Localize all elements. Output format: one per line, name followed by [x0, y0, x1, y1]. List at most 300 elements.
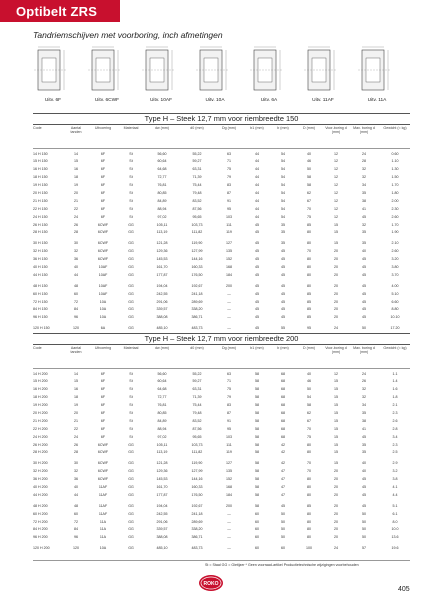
cell-material: GG — [128, 519, 134, 524]
cell-weight: 3.8 — [392, 477, 398, 482]
cell-dw: 56,60 — [157, 151, 167, 156]
table-row — [33, 483, 410, 491]
cell-max-bore: 34 — [362, 183, 366, 188]
cell-version: 11AF — [98, 511, 108, 516]
cell-max-bore: 28 — [362, 159, 366, 164]
cell-teeth: 96 — [74, 315, 78, 320]
cell-b1: 45 — [255, 299, 259, 304]
cell-b1: 60 — [255, 519, 259, 524]
cell-max-bore: 41 — [362, 426, 366, 431]
cell-b1: 58 — [255, 469, 259, 474]
cell-dw: 161,70 — [156, 264, 168, 269]
cell-weight: 3.70 — [391, 272, 399, 277]
cell-pilot-bore: 15 — [334, 379, 338, 384]
cell-code: 30 H 150 — [33, 241, 48, 246]
cell-dg: 83 — [227, 403, 231, 408]
table-row — [33, 386, 410, 394]
cell-b1: 58 — [255, 484, 259, 489]
cell-d0: 75,44 — [192, 403, 202, 408]
cell-max-bore: 24 — [362, 151, 366, 156]
cell-material: GG — [128, 315, 134, 320]
cell-dg: 152 — [226, 477, 232, 482]
cell-pilot-bore: 15 — [334, 410, 338, 415]
cell-weight: 2.60 — [391, 214, 399, 219]
cell-b1: 58 — [255, 418, 259, 423]
cell-version: 10AF — [98, 283, 108, 288]
header-code: Code — [33, 346, 42, 350]
cell-dw: 194,04 — [156, 503, 168, 508]
cell-dw: 88,94 — [157, 206, 167, 211]
cell-version: 6CWF — [97, 241, 109, 246]
cell-dg: — — [227, 519, 231, 524]
cell-dw: 72,77 — [157, 395, 167, 400]
cell-code: 32 H 150 — [33, 249, 48, 254]
cell-b1: 44 — [255, 206, 259, 211]
cell-D: 80 — [307, 264, 311, 269]
cell-b: 45 — [281, 299, 285, 304]
cell-teeth: 16 — [74, 387, 78, 392]
cell-version: 6F — [100, 183, 106, 188]
cell-dw: 388,08 — [156, 315, 168, 320]
brand-title: Optibelt ZRS — [16, 4, 98, 19]
cell-pilot-bore: 20 — [334, 283, 338, 288]
cell-d0: 63,31 — [192, 387, 202, 392]
table-row — [33, 189, 410, 197]
cell-teeth: 21 — [74, 198, 78, 203]
cell-teeth: 15 — [74, 379, 78, 384]
cell-max-bore: 34 — [362, 403, 366, 408]
cell-code: 24 H 200 — [33, 434, 48, 439]
cell-version: 10AF — [98, 264, 108, 269]
header-D: D (mm) — [303, 346, 315, 350]
cell-teeth: 60 — [74, 511, 78, 516]
header-teeth: Aantal tanden — [70, 126, 82, 135]
header-pilot-bore: Voor-boring d (mm) — [325, 126, 347, 135]
cell-D: 80 — [307, 527, 311, 532]
cell-pilot-bore: 15 — [334, 222, 338, 227]
cell-b1: 44 — [255, 175, 259, 180]
cell-dg: — — [227, 511, 231, 516]
cell-material: St — [129, 387, 133, 392]
cell-material: GG — [128, 241, 134, 246]
drawing-caption: Uitv. 11A — [367, 98, 387, 103]
cell-b: 50 — [281, 511, 285, 516]
cell-weight: 2.9 — [392, 461, 398, 466]
cell-D: 46 — [307, 159, 311, 164]
cell-pilot-bore: 20 — [334, 291, 338, 296]
cell-code: 28 H 150 — [33, 230, 48, 235]
cell-material: GG — [128, 527, 134, 532]
cell-code: 19 H 150 — [33, 183, 48, 188]
cell-pilot-bore: 20 — [334, 535, 338, 540]
cell-teeth: 44 — [74, 492, 78, 497]
cell-d0: 338,20 — [191, 527, 203, 532]
cell-d0: 83,52 — [192, 198, 202, 203]
cell-dg: 95 — [227, 206, 231, 211]
cell-material: GG — [128, 461, 134, 466]
cell-material: St — [129, 403, 133, 408]
cell-teeth: 18 — [74, 175, 78, 180]
cell-pilot-bore: 20 — [334, 484, 338, 489]
cell-material: St — [129, 395, 133, 400]
cell-d0: 55,22 — [192, 371, 202, 376]
cell-pilot-bore: 12 — [334, 167, 338, 172]
cell-teeth: 20 — [74, 190, 78, 195]
footnote: St = Staal GG = Gietijzer * Geen voorraad-artikel Productietechnische wijzigingen voorbehouden — [205, 563, 359, 567]
cell-weight: 10.10 — [390, 315, 400, 320]
cell-code: 26 H 150 — [33, 222, 48, 227]
cell-dg: 119 — [226, 230, 232, 235]
table-row — [33, 158, 410, 166]
cell-teeth: 120 — [73, 326, 79, 331]
cell-version: 6F — [100, 198, 106, 203]
cell-b1: 44 — [255, 198, 259, 203]
cell-d0: 127,99 — [191, 469, 203, 474]
cell-teeth: 14 — [74, 371, 78, 376]
cell-code: 72 H 150 — [33, 299, 48, 304]
table2-body — [33, 370, 410, 553]
cell-teeth: 40 — [74, 484, 78, 489]
header-d0: d0 (mm) — [190, 126, 204, 130]
cell-dw: 56,60 — [157, 371, 167, 376]
cell-teeth: 28 — [74, 450, 78, 455]
roko-logo — [198, 574, 224, 592]
cell-max-bore: 45 — [362, 434, 366, 439]
cell-max-bore: 45 — [362, 477, 366, 482]
header-b1: b1 (mm) — [250, 346, 264, 350]
table-row — [33, 518, 410, 526]
table-row — [33, 449, 410, 457]
cell-weight: 3.80 — [391, 264, 399, 269]
header-b1: b1 (mm) — [250, 126, 264, 130]
cell-D: 58 — [307, 403, 311, 408]
cell-max-bore: 45 — [362, 291, 366, 296]
cell-teeth: 32 — [74, 249, 78, 254]
cell-dw: 97,02 — [157, 434, 167, 439]
cell-weight: 1.6 — [392, 387, 398, 392]
header-max-bore: Max. boring d (mm) — [353, 346, 375, 355]
cell-material: St — [129, 151, 133, 156]
cell-material: St — [129, 159, 133, 164]
cell-version: 6A — [100, 326, 106, 331]
cell-D: 80 — [307, 241, 311, 246]
cell-pilot-bore: 24 — [334, 326, 338, 331]
cell-b1: 44 — [255, 190, 259, 195]
cell-d0: 95,65 — [192, 214, 202, 219]
table-row — [33, 229, 410, 237]
cell-version: 11AF — [98, 484, 108, 489]
cell-pilot-bore: 15 — [334, 461, 338, 466]
cell-d0: 103,73 — [191, 442, 203, 447]
cell-d0: 79,48 — [192, 190, 202, 195]
cell-code: 21 H 200 — [33, 418, 48, 423]
cell-max-bore: 32 — [362, 387, 366, 392]
cell-pilot-bore: 15 — [334, 426, 338, 431]
cell-weight: 3.2 — [392, 469, 398, 474]
cell-b: 68 — [281, 426, 285, 431]
cell-d0: 119,90 — [191, 241, 203, 246]
cell-weight: 6.60 — [391, 299, 399, 304]
cell-version: 6F — [100, 190, 106, 195]
cell-version: 6F — [100, 410, 106, 415]
cell-D: 50 — [307, 167, 311, 172]
cell-d0: 75,44 — [192, 183, 202, 188]
cell-d0: 95,65 — [192, 434, 202, 439]
table-row — [33, 409, 410, 417]
cell-dg: 75 — [227, 387, 231, 392]
cell-teeth: 36 — [74, 257, 78, 262]
cell-max-bore: 45 — [362, 264, 366, 269]
pulley-drawing-3 — [136, 42, 186, 107]
cell-b1: 45 — [255, 241, 259, 246]
cell-code: 40 H 200 — [33, 484, 48, 489]
cell-dg: — — [227, 326, 231, 331]
cell-code: 15 H 150 — [33, 159, 48, 164]
table-row — [33, 394, 410, 402]
cell-code: 32 H 200 — [33, 469, 48, 474]
header-material: Materiaal — [123, 126, 139, 130]
header-pilot-bore: Voor-boring d (mm) — [325, 346, 347, 355]
cell-b: 68 — [281, 418, 285, 423]
cell-dg: — — [227, 535, 231, 540]
cell-max-bore: 40 — [362, 249, 366, 254]
table-row — [33, 240, 410, 248]
cell-teeth: 30 — [74, 461, 78, 466]
cell-b1: 44 — [255, 167, 259, 172]
cell-code: 60 H 150 — [33, 291, 48, 296]
cell-teeth: 36 — [74, 477, 78, 482]
cell-b1: 44 — [255, 159, 259, 164]
cell-dg: 127 — [226, 461, 232, 466]
cell-dg: — — [227, 315, 231, 320]
pulley-drawing-6 — [298, 42, 348, 107]
cell-b1: 44 — [255, 183, 259, 188]
table-row — [33, 256, 410, 264]
cell-D: 80 — [307, 272, 311, 277]
cell-max-bore: 32 — [362, 222, 366, 227]
table-row — [33, 263, 410, 271]
cell-teeth: 19 — [74, 403, 78, 408]
table-row — [33, 510, 410, 518]
cell-D: 80 — [307, 450, 311, 455]
cell-dw: 177,87 — [156, 492, 168, 497]
cell-D: 80 — [307, 442, 311, 447]
cell-d0: 144,16 — [191, 257, 203, 262]
cell-d0: 144,16 — [191, 477, 203, 482]
cell-b1: 45 — [255, 291, 259, 296]
table1-title: Type H – Steek 12,7 mm voor riembreedte 150 — [33, 113, 410, 125]
drawing-caption: Uitv. 6A — [260, 98, 278, 103]
cell-D: 80 — [307, 477, 311, 482]
cell-b1: 58 — [255, 450, 259, 455]
cell-pilot-bore: 20 — [334, 503, 338, 508]
cell-weight: 2.3 — [392, 442, 398, 447]
cell-pilot-bore: 12 — [334, 371, 338, 376]
cell-d0: 59,27 — [192, 379, 202, 384]
cell-dw: 129,36 — [156, 469, 168, 474]
cell-D: 67 — [307, 198, 311, 203]
header-D: D (mm) — [303, 126, 315, 130]
cell-dg: — — [227, 307, 231, 312]
cell-max-bore: 45 — [362, 503, 366, 508]
cell-code: 16 H 200 — [33, 387, 48, 392]
cell-pilot-bore: 20 — [334, 249, 338, 254]
table-row — [33, 545, 410, 553]
cell-weight: 8.80 — [391, 307, 399, 312]
cell-code: 40 H 150 — [33, 264, 48, 269]
cell-weight: 1.90 — [391, 230, 399, 235]
cell-dw: 177,87 — [156, 272, 168, 277]
cell-dw: 291,06 — [156, 299, 168, 304]
cell-d0: 160,33 — [191, 484, 203, 489]
cell-b: 55 — [281, 326, 285, 331]
cell-material: St — [129, 175, 133, 180]
cell-dg: 63 — [227, 371, 231, 376]
cell-d0: 386,71 — [191, 535, 203, 540]
cell-dw: 76,81 — [157, 183, 167, 188]
cell-d0: 127,99 — [191, 249, 203, 254]
cell-teeth: 21 — [74, 418, 78, 423]
cell-teeth: 19 — [74, 183, 78, 188]
cell-max-bore: 45 — [362, 307, 366, 312]
table2-header — [33, 346, 410, 368]
cell-material: GG — [128, 291, 134, 296]
cell-version: 6F — [100, 151, 106, 156]
cell-version: 11AF — [98, 492, 108, 497]
cell-max-bore: 32 — [362, 167, 366, 172]
cell-D: 85 — [307, 307, 311, 312]
table-row — [33, 306, 410, 314]
pulley-drawing-4 — [190, 42, 240, 107]
cell-b1: 45 — [255, 283, 259, 288]
cell-dw: 485,10 — [156, 546, 168, 551]
header-material: Materiaal — [123, 346, 139, 350]
cell-b: 42 — [281, 450, 285, 455]
cell-dg: 184 — [226, 492, 232, 497]
cell-D: 80 — [307, 535, 311, 540]
cell-d0: 241,18 — [191, 291, 203, 296]
cell-version: 6CWF — [97, 477, 109, 482]
cell-weight: 0.60 — [391, 151, 399, 156]
cell-weight: 2.00 — [391, 198, 399, 203]
cell-D: 80 — [307, 519, 311, 524]
page-number: 405 — [398, 586, 410, 593]
cell-b1: 58 — [255, 410, 259, 415]
cell-version: 11AF — [98, 503, 108, 508]
cell-D: 100 — [306, 546, 312, 551]
cell-weight: 1.30 — [391, 167, 399, 172]
cell-max-bore: 45 — [362, 257, 366, 262]
table-row — [33, 221, 410, 229]
cell-pilot-bore: 20 — [334, 511, 338, 516]
cell-code: 20 H 200 — [33, 410, 48, 415]
cell-max-bore: 50 — [362, 527, 366, 532]
cell-b1: 45 — [255, 230, 259, 235]
cell-teeth: 72 — [74, 519, 78, 524]
cell-material: St — [129, 379, 133, 384]
cell-weight: 10.0 — [391, 527, 399, 532]
header-version: Uitvoering — [94, 346, 112, 350]
cell-max-bore: 57 — [362, 546, 366, 551]
cell-material: GG — [128, 257, 134, 262]
cell-weight: 2.3 — [392, 410, 398, 415]
cell-pilot-bore: 12 — [334, 198, 338, 203]
cell-code: 14 H 200 — [33, 371, 48, 376]
cell-weight: 4.4 — [392, 492, 398, 497]
cell-weight: 3.20 — [391, 257, 399, 262]
cell-material: GG — [128, 307, 134, 312]
table-row — [33, 150, 410, 158]
cell-dg: 135 — [226, 249, 232, 254]
cell-b: 42 — [281, 461, 285, 466]
table-row — [33, 314, 410, 322]
cell-max-bore: 32 — [362, 395, 366, 400]
cell-dw: 88,94 — [157, 426, 167, 431]
cell-dw: 291,06 — [156, 519, 168, 524]
cell-version: 6CWF — [97, 469, 109, 474]
cell-dw: 129,36 — [156, 249, 168, 254]
cell-dw: 97,02 — [157, 214, 167, 219]
table-row — [33, 425, 410, 433]
cell-material: St — [129, 198, 133, 203]
cell-teeth: 120 — [73, 546, 79, 551]
cell-dw: 145,53 — [156, 477, 168, 482]
cell-weight: 2.5 — [392, 450, 398, 455]
cell-b1: 45 — [255, 222, 259, 227]
cell-D: 85 — [307, 315, 311, 320]
cell-dw: 80,85 — [157, 190, 167, 195]
cell-version: 6F — [100, 395, 106, 400]
cell-b: 45 — [281, 503, 285, 508]
cell-version: 6F — [100, 379, 106, 384]
table-row — [33, 205, 410, 213]
cell-dw: 113,19 — [156, 450, 168, 455]
cell-teeth: 40 — [74, 264, 78, 269]
table-row — [33, 378, 410, 386]
cell-dw: 242,55 — [156, 291, 168, 296]
cell-teeth: 16 — [74, 167, 78, 172]
cell-D: 80 — [307, 511, 311, 516]
cell-b: 68 — [281, 410, 285, 415]
cell-D: 46 — [307, 379, 311, 384]
cell-d0: 55,22 — [192, 151, 202, 156]
cell-code: 20 H 150 — [33, 190, 48, 195]
cell-material: St — [129, 183, 133, 188]
drawing-caption: Uitv. 10A — [205, 98, 225, 103]
cell-version: 6F — [100, 403, 106, 408]
cell-dg: 95 — [227, 426, 231, 431]
header-dg: Dg (mm) — [222, 126, 236, 130]
cell-b: 68 — [281, 387, 285, 392]
cell-pilot-bore: 15 — [334, 241, 338, 246]
cell-material: St — [129, 190, 133, 195]
cell-dg: 135 — [226, 469, 232, 474]
logo-text: ROKO — [203, 581, 219, 587]
cell-dg: 184 — [226, 272, 232, 277]
pulley-drawing-1 — [28, 42, 78, 107]
header-d0: d0 (mm) — [190, 346, 204, 350]
cell-b: 68 — [281, 395, 285, 400]
cell-pilot-bore: 12 — [334, 214, 338, 219]
cell-dw: 113,19 — [156, 230, 168, 235]
cell-b: 45 — [281, 249, 285, 254]
cell-pilot-bore: 12 — [334, 151, 338, 156]
cell-teeth: 28 — [74, 230, 78, 235]
cell-material: GG — [128, 492, 134, 497]
cell-version: 6F — [100, 434, 106, 439]
cell-b: 54 — [281, 183, 285, 188]
cell-dg: — — [227, 291, 231, 296]
